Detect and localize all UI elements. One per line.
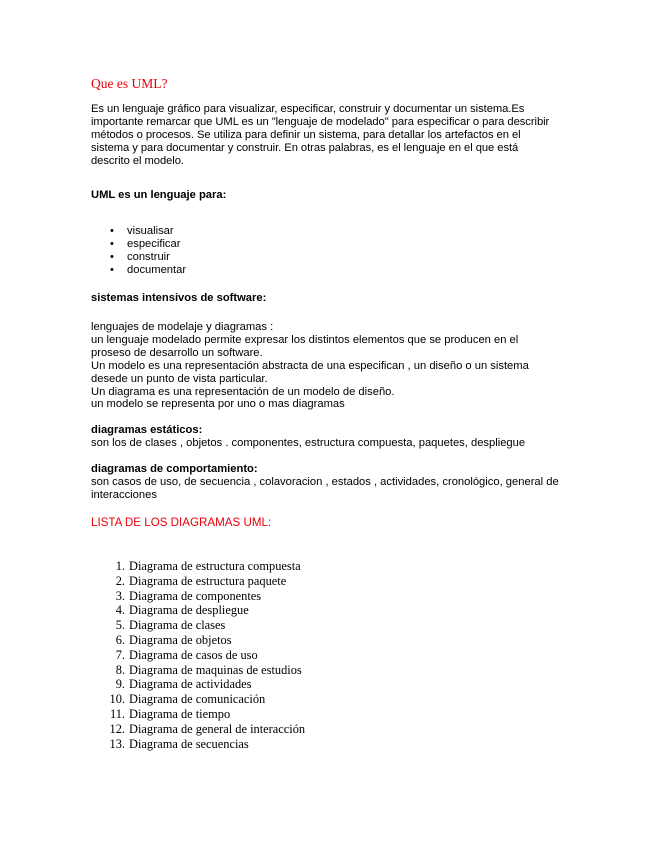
diagram-list-item <box>91 633 305 648</box>
list-item <box>91 225 186 238</box>
behavior-diagrams-line: son casos de uso, de secuencia , colavoracion , estados , actividades, cronológico, general de <box>91 475 559 488</box>
behavior-diagrams-heading: diagramas de comportamiento: <box>91 463 258 475</box>
list-number: 6. <box>115 632 125 647</box>
diagram-label: Diagrama de clases <box>129 618 226 633</box>
list-item-label: documentar <box>127 263 187 276</box>
list-item-label: especificar <box>127 237 181 250</box>
diagram-list-heading: LISTA DE LOS DIAGRAMAS UML: <box>91 516 272 529</box>
intro-line: descrito el modelo. <box>91 154 184 167</box>
models-line: proseso de desarrollo un software. <box>91 346 263 359</box>
page-title: Que es UML? <box>91 76 168 91</box>
diagram-list <box>91 559 305 751</box>
diagram-label: Diagrama de secuencias <box>129 736 249 751</box>
diagram-label: Diagrama de actividades <box>129 677 252 692</box>
diagram-list-item <box>91 589 305 604</box>
list-item <box>91 264 186 277</box>
list-number: 5. <box>115 618 125 633</box>
diagram-list-item <box>91 618 305 633</box>
diagram-label: Diagrama de general de interacción <box>129 721 306 736</box>
list-number: 3. <box>115 588 125 603</box>
list-item <box>91 238 186 251</box>
bullet-icon: • <box>110 237 114 250</box>
systems-heading: sistemas intensivos de software: <box>91 292 267 304</box>
list-number: 8. <box>115 662 125 677</box>
uses-list <box>91 225 186 277</box>
diagram-list-item <box>91 722 305 737</box>
diagram-label: Diagrama de maquinas de estudios <box>129 662 302 677</box>
list-number: 12. <box>109 721 125 736</box>
list-item-label: construir <box>127 250 170 263</box>
behavior-diagrams-line: interacciones <box>91 488 157 501</box>
bullet-icon: • <box>110 263 114 276</box>
models-line: lenguajes de modelaje y diagramas : <box>91 321 274 333</box>
list-number: 13. <box>109 736 125 751</box>
diagram-list-item <box>91 603 305 618</box>
bullet-icon: • <box>110 250 114 263</box>
list-number: 11. <box>109 706 125 721</box>
static-diagrams-section <box>91 424 571 450</box>
models-line: Un diagrama es una representación de un modelo de diseño. <box>91 385 395 398</box>
uml-uses-heading: UML es un lenguaje para: <box>91 189 227 201</box>
intro-line: Es un lenguaje gráfico para visualizar, especificar, construir y documentar un sistema.Es <box>91 103 525 115</box>
diagram-list-item <box>91 692 305 707</box>
diagram-label: Diagrama de componentes <box>129 588 262 603</box>
diagram-label: Diagrama de estructura paquete <box>129 573 287 588</box>
models-line: Un modelo es una representación abstracta de una especifican , un diseño o un sistema <box>91 359 529 372</box>
intro-paragraph <box>91 103 566 168</box>
intro-line: métodos o procesos. Se utiliza para definir un sistema, para detallar los artefactos en el <box>91 128 521 141</box>
bullet-icon: • <box>110 225 114 237</box>
diagram-label: Diagrama de tiempo <box>129 706 231 721</box>
diagram-list-item <box>91 648 305 663</box>
diagram-label: Diagrama de comunicación <box>129 692 266 707</box>
list-number: 7. <box>115 647 125 662</box>
behavior-diagrams-section <box>91 463 571 502</box>
list-item-label: visualisar <box>127 225 174 237</box>
diagram-list-item <box>91 707 305 722</box>
diagram-label: Diagrama de despliegue <box>129 603 249 618</box>
diagram-list-item <box>91 677 305 692</box>
static-diagrams-text: son los de clases , objetos . componentes, estructura compuesta, paquetes, despliegue <box>91 436 526 449</box>
list-number: 1. <box>115 559 125 573</box>
diagram-label: Diagrama de estructura compuesta <box>129 559 301 573</box>
models-line: un modelo se representa por uno o mas diagramas <box>91 398 345 411</box>
list-number: 10. <box>109 692 125 707</box>
list-item <box>91 251 186 264</box>
diagram-label: Diagrama de casos de uso <box>129 647 258 662</box>
list-number: 9. <box>115 677 125 692</box>
models-line: un lenguaje modelado permite expresar los distintos elementos que se producen en el <box>91 333 519 346</box>
diagram-list-item <box>91 559 305 574</box>
diagram-label: Diagrama de objetos <box>129 632 232 647</box>
diagram-list-item <box>91 663 305 678</box>
models-paragraph <box>91 321 571 411</box>
list-number: 2. <box>115 573 125 588</box>
static-diagrams-heading: diagramas estáticos: <box>91 424 203 436</box>
intro-line: importante remarcar que UML es un "lenguaje de modelado" para especificar o para describir <box>91 115 550 128</box>
list-number: 4. <box>115 603 125 618</box>
intro-line: sistema y para documentar y construir. En otras palabras, es el lenguaje en el que está <box>91 141 519 154</box>
diagram-list-item <box>91 574 305 589</box>
models-line: desede un punto de vista particular. <box>91 372 268 385</box>
diagram-list-item <box>91 737 305 752</box>
